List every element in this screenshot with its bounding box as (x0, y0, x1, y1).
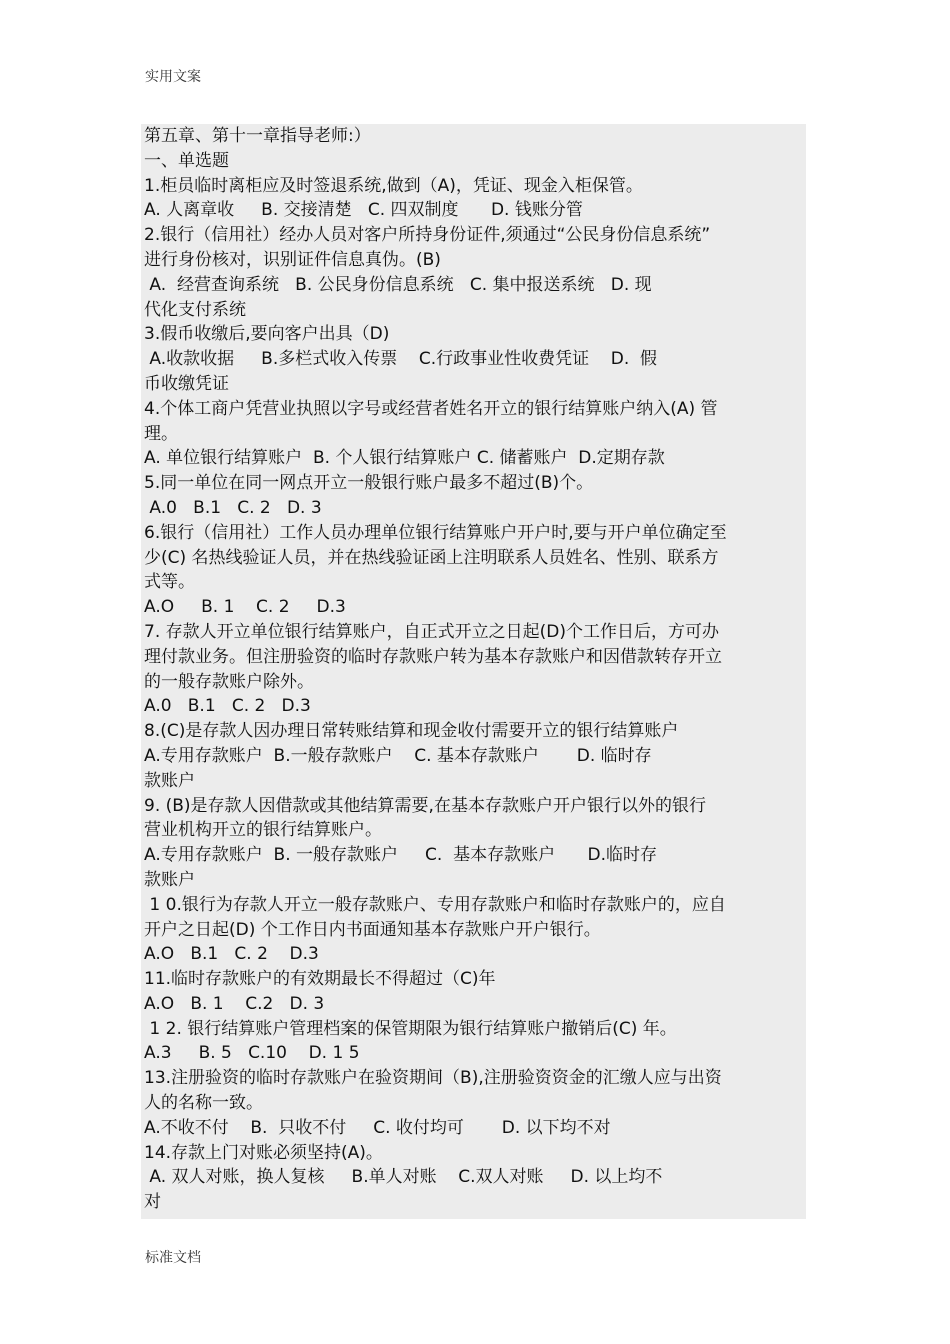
text-line: 3.假币收缴后,要向客户出具（D) (144, 324, 390, 345)
text-line: 13.注册验资的临时存款账户在验资期间（B),注册验资资金的汇缴人应与出资 (144, 1068, 722, 1089)
text-line: 14.存款上门对账必须坚持(A)。 (144, 1142, 383, 1163)
text-line: 4.个体工商户凭营业执照以字号或经营者姓名开立的银行结算账户纳入(A) 管 (144, 398, 718, 419)
document-body (141, 124, 806, 1219)
text-line: 理付款业务。但注册验资的临时存款账户转为基本存款账户和因借款转存开立 (144, 646, 722, 667)
text-line: A.收款收据 B.多栏式收入传票 C.行政事业性收费凭证 D. 假 (144, 349, 658, 370)
text-line: 少(C) 名热线验证人员，并在热线验证函上注明联系人员姓名、性别、联系方 (144, 547, 719, 568)
text-line: 开户之日起(D) 个工作日内书面通知基本存款账户开户银行。 (144, 919, 601, 940)
text-line: 2.银行（信用社）经办人员对客户所持身份证件,须通过“公民身份信息系统” (144, 225, 711, 246)
page-header: 实用文案 (145, 69, 201, 85)
text-line: A.不收不付 B. 只收不付 C. 收付均可 D. 以下均不对 (144, 1117, 611, 1138)
text-line: A.O B.1 C. 2 D.3 (144, 944, 319, 965)
text-line: A. 单位银行结算账户 B. 个人银行结算账户 C. 储蓄账户 D.定期存款 (144, 448, 665, 469)
text-line: 9. (B)是存款人因借款或其他结算需要,在基本存款账户开户银行以外的银行 (144, 795, 706, 816)
text-line: A.O B. 1 C.2 D. 3 (144, 993, 325, 1014)
text-line: 对 (144, 1192, 161, 1213)
text-line: 8.(C)是存款人因办理日常转账结算和现金收付需要开立的银行结算账户 (144, 721, 679, 742)
text-line: A.专用存款账户 B. 一般存款账户 C. 基本存款账户 D.临时存 (144, 845, 658, 866)
text-line: 款账户 (144, 770, 195, 791)
text-line: A.O B. 1 C. 2 D.3 (144, 597, 346, 618)
text-line: 6.银行（信用社）工作人员办理单位银行结算账户开户时,要与开户单位确定至 (144, 522, 727, 543)
text-line: 的一般存款账户除外。 (144, 671, 314, 692)
text-line: A. 经营查询系统 B. 公民身份信息系统 C. 集中报送系统 D. 现 (144, 274, 652, 295)
text-line: 人的名称一致。 (144, 1093, 263, 1114)
text-line: A.3 B. 5 C.10 D. 1 5 (144, 1043, 360, 1064)
text-line: 代化支付系统 (144, 299, 246, 320)
text-line: A. 人离章收 B. 交接清楚 C. 四双制度 D. 钱账分管 (144, 200, 583, 221)
text-line: 1 2. 银行结算账户管理档案的保管期限为银行结算账户撤销后(C) 年。 (144, 1018, 677, 1039)
text-line: A.专用存款账户 B.一般存款账户 C. 基本存款账户 D. 临时存 (144, 745, 652, 766)
page-footer: 标准文档 (145, 1250, 201, 1266)
text-line: 11.临时存款账户的有效期最长不得超过（C)年 (144, 969, 496, 990)
text-line: 款账户 (144, 869, 195, 890)
text-line: 7. 存款人开立单位银行结算账户，自正式开立之日起(D)个工作日后，方可办 (144, 621, 719, 642)
text-line: 理。 (144, 423, 178, 444)
text-line: A.0 B.1 C. 2 D. 3 (144, 497, 322, 518)
text-line: 式等。 (144, 572, 195, 593)
text-line: A.0 B.1 C. 2 D.3 (144, 696, 311, 717)
text-line: 营业机构开立的银行结算账户。 (144, 820, 382, 841)
text-line: 一、单选题 (144, 150, 229, 171)
text-line: A. 双人对账，换人复核 B.单人对账 C.双人对账 D. 以上均不 (144, 1167, 663, 1188)
text-line: 5.同一单位在同一网点开立一般银行账户最多不超过(B)个。 (144, 473, 594, 494)
text-line: 第五章、第十一章指导老师:） (144, 126, 371, 146)
text-line: 进行身份核对，识别证件信息真伪。(B) (144, 249, 441, 270)
text-line: 1 0.银行为存款人开立一般存款账户、专用存款账户和临时存款账户的，应自 (144, 894, 726, 915)
text-line: 币收缴凭证 (144, 373, 229, 394)
text-line: 1.柜员临时离柜应及时签退系统,做到（A)，凭证、现金入柜保管。 (144, 175, 643, 196)
